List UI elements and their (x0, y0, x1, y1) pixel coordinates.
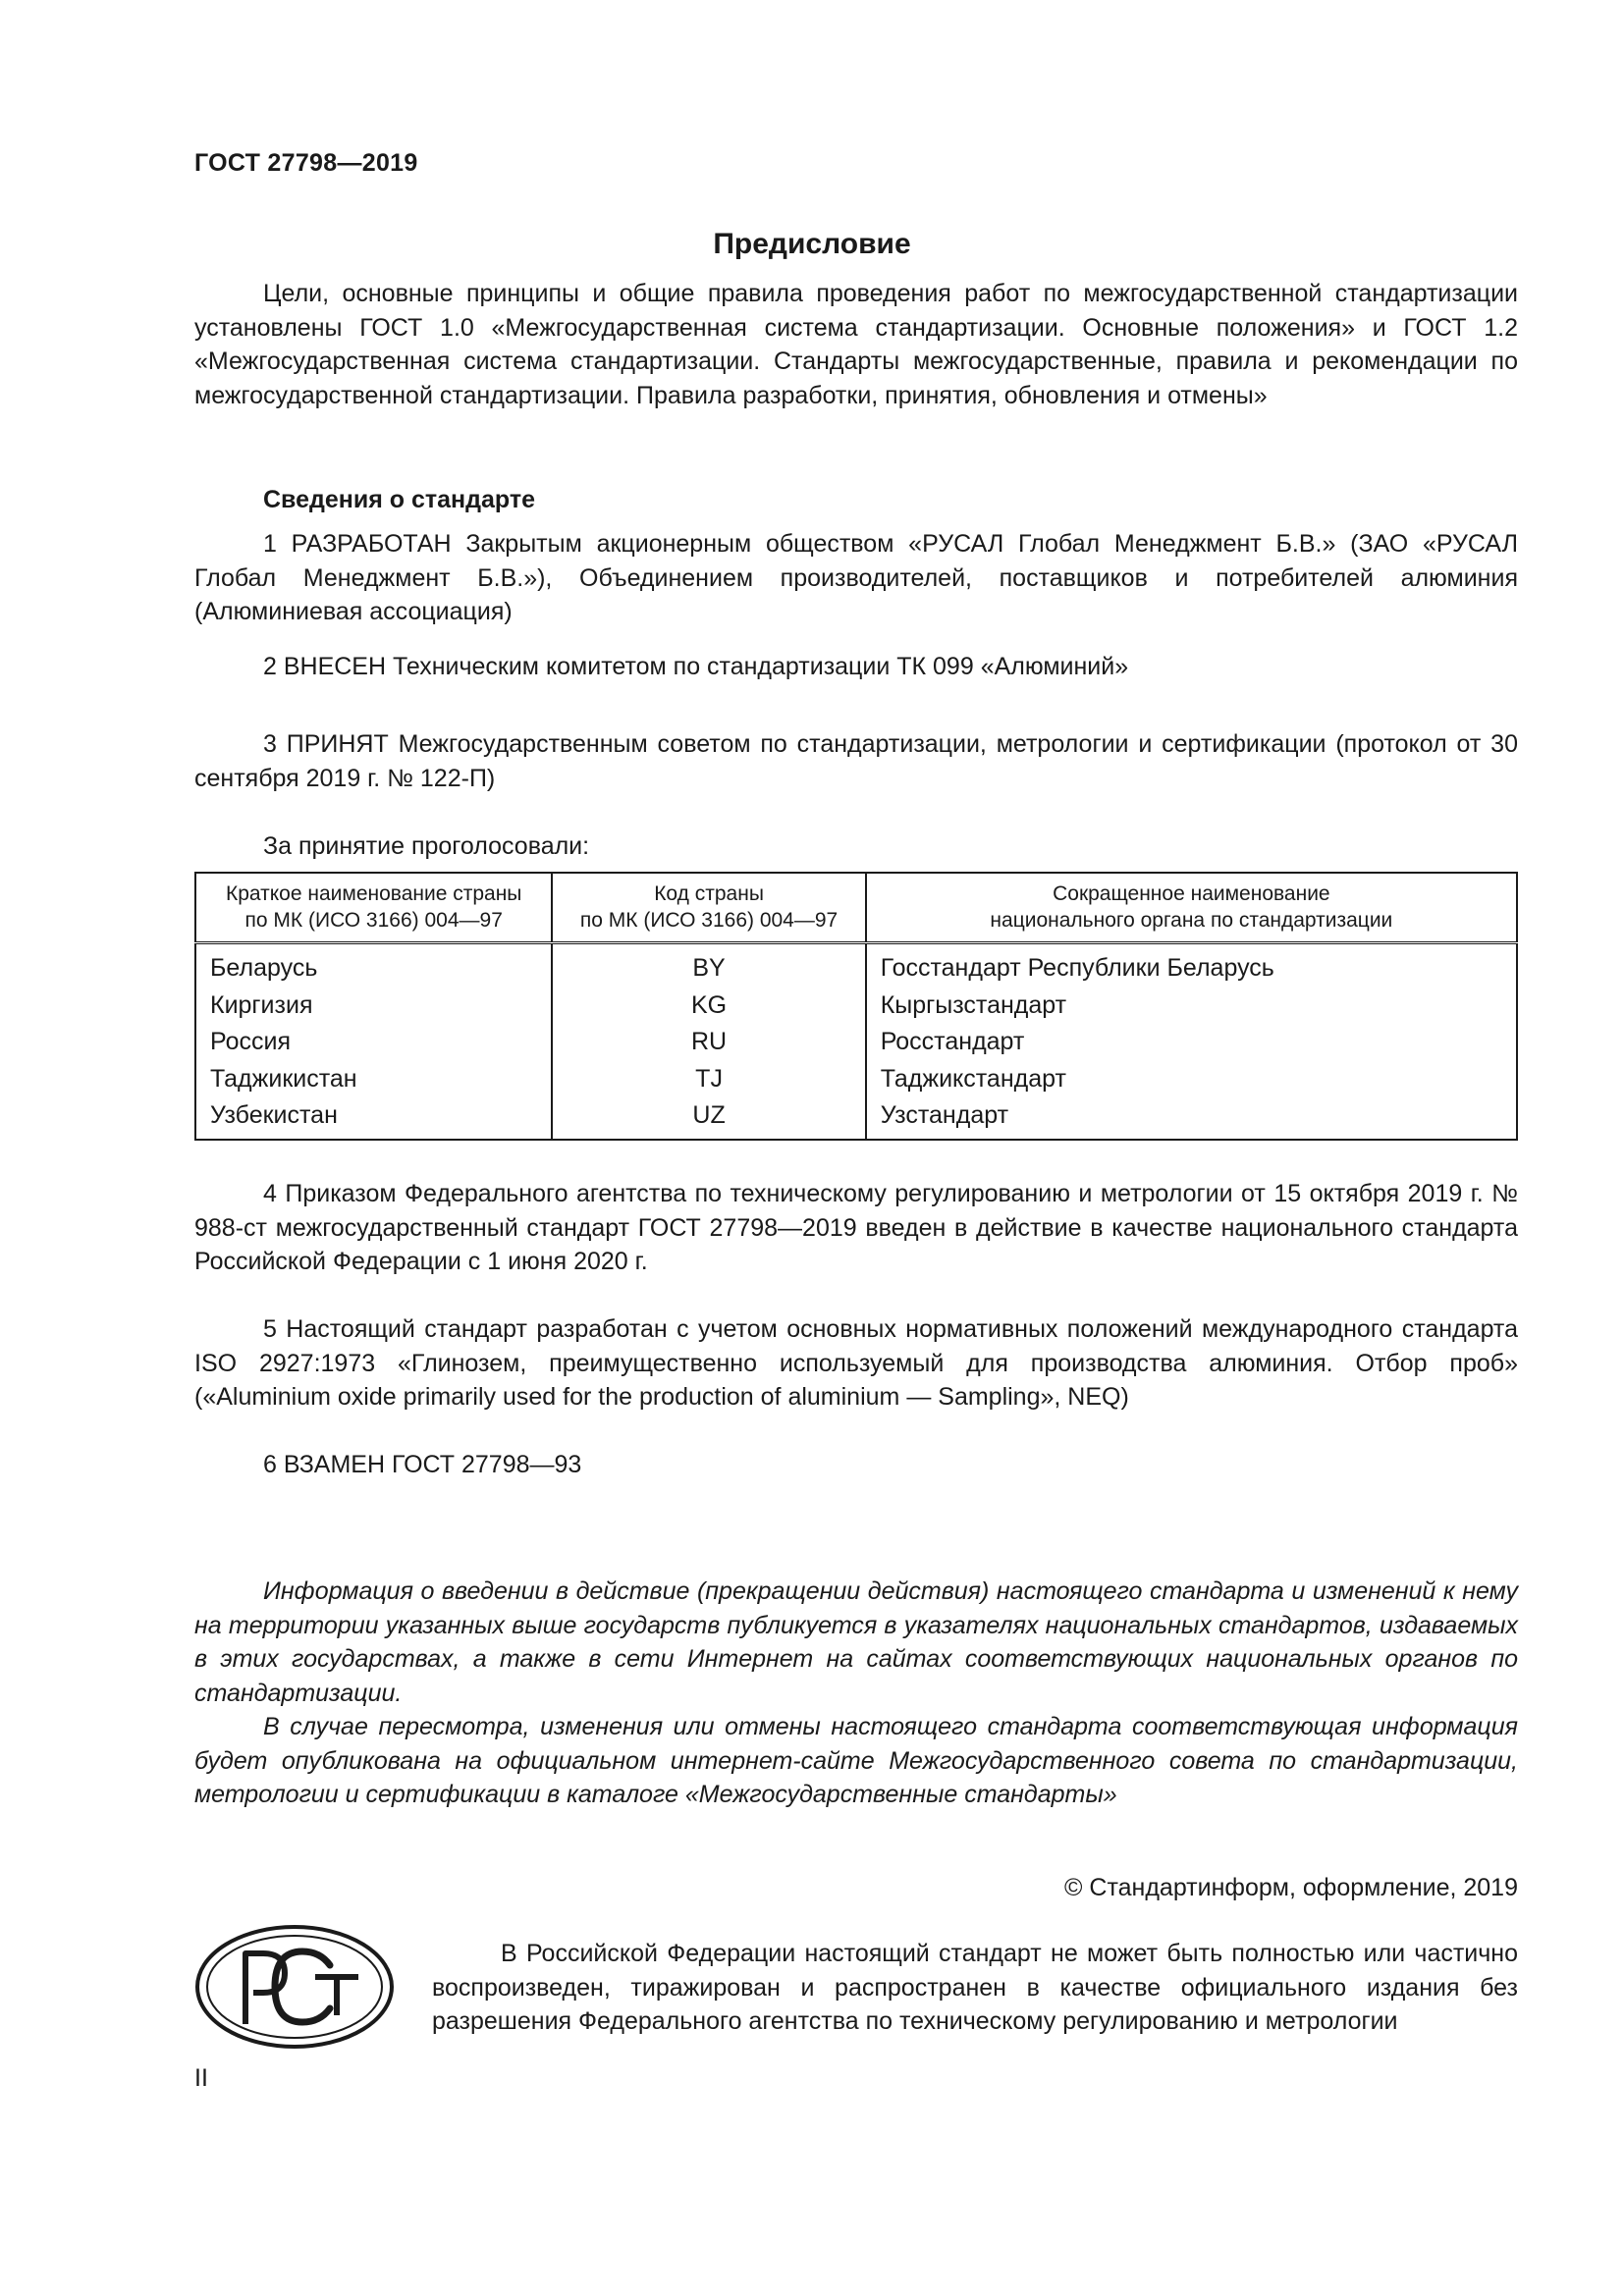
revision-info-note: В случае пересмотра, изменения или отмены настоящего стандарта соответствующая информация будет опубликована на официальном интернет-сайте Межгосударственного совета по стандартизации, метрологии и сертификации в каталоге «Межгосударственные стандарты» (194, 1713, 1518, 1808)
country-name: Таджикистан (210, 1064, 357, 1093)
table-row (195, 988, 1517, 1025)
voting-countries-table (194, 872, 1518, 1141)
column-header-line: Краткое наименование страны (226, 882, 522, 905)
page-title: Предисловие (713, 228, 911, 260)
column-header-line: национального органа по стандартизации (990, 909, 1393, 932)
national-body: Росстандарт (866, 1024, 1517, 1061)
item-adopted: 3 ПРИНЯТ Межгосударственным советом по стандартизации, метрологии и сертификации (протокол от 30 сентября 2019 г. № 122-П) (194, 730, 1518, 792)
intro-paragraph: Цели, основные принципы и общие правила проведения работ по межгосударственной стандартизации установлены ГОСТ 1.0 «Межгосударственная система стандартизации. Основные положения» и ГОСТ 1.2 «Межгосударственная система стандартизации. Стандарты межгосударственные, правила и рекомендации по межгосударственной стандартизации. Правила разработки, принятия, обновления и отмены» (194, 280, 1518, 409)
column-header-line: Код страны (654, 882, 764, 905)
item-enacted: 4 Приказом Федерального агентства по техническому регулированию и метрологии от 15 октября 2019 г. № 988-ст межгосударственный стандарт ГОСТ 27798—2019 введен в действие в качестве национального стандарта Российской Федерации с 1 июня 2020 г. (194, 1180, 1518, 1275)
reproduction-notice: В Российской Федерации настоящий стандарт не может быть полностью или частично воспроизведен, тиражирован и распространен в качестве официального издания без разрешения Федерального агентства по техническому регулированию и метрологии (432, 1940, 1518, 2035)
national-body: Госстандарт Республики Беларусь (866, 943, 1517, 988)
country-name: Киргизия (210, 990, 313, 1019)
country-name: Россия (210, 1028, 291, 1055)
column-header-line: по МК (ИСО 3166) 004—97 (579, 909, 839, 932)
country-name: Узбекистан (210, 1101, 338, 1129)
national-body: Кыргызстандарт (866, 988, 1517, 1025)
table-row (195, 1061, 1517, 1098)
country-code: TJ (552, 1061, 865, 1098)
national-body: Узстандарт (866, 1097, 1517, 1140)
country-code: UZ (552, 1097, 865, 1140)
national-body: Таджикстандарт (866, 1061, 1517, 1098)
copyright-line: © Стандартинформ, оформление, 2019 (1064, 1874, 1518, 1901)
item-basis: 5 Настоящий стандарт разработан с учетом основных нормативных положений международного стандарта ISO 2927:1973 «Глинозем, преимущественно используемый для производства алюминия. Отбор проб» («Aluminium oxide primarily used for the production of aluminium — Sampling», NEQ) (194, 1315, 1518, 1411)
country-code: RU (552, 1024, 865, 1061)
document-id-header: ГОСТ 27798—2019 (194, 149, 418, 177)
item-submitted: 2 ВНЕСЕН Техническим комитетом по стандартизации ТК 099 «Алюминий» (263, 653, 1129, 680)
table-row (195, 1097, 1517, 1140)
standard-info-heading: Сведения о стандарте (263, 486, 536, 513)
column-header-national-body (866, 873, 1517, 943)
vote-intro: За принятие проголосовали: (263, 832, 590, 860)
page-number: II (194, 2064, 208, 2092)
column-header-code (552, 873, 865, 943)
table-header-row (195, 873, 1517, 943)
country-code: KG (552, 988, 865, 1025)
table-row (195, 943, 1517, 988)
country-name: Беларусь (210, 954, 318, 982)
column-header-line: по МК (ИСО 3166) 004—97 (244, 909, 503, 932)
gost-rst-logo-icon (194, 1924, 395, 2050)
column-header-country (195, 873, 552, 943)
table-row (195, 1024, 1517, 1061)
country-code: BY (552, 943, 865, 988)
publication-info-note: Информация о введении в действие (прекращении действия) настоящего стандарта и изменений к нему на территории указанных выше государств публикуется в указателях национальных стандартов, издаваемых в этих государствах, а также в сети Интернет на сайтах соответствующих национальных органов по стандартизации. (194, 1577, 1518, 1707)
item-developed: 1 РАЗРАБОТАН Закрытым акционерным обществом «РУСАЛ Глобал Менеджмент Б.В.» (ЗАО «РУСАЛ Глобал Менеджмент Б.В.»), Объединением производителей, поставщиков и потребителей алюминия (Алюминиевая ассоциация) (194, 530, 1518, 625)
item-replaces: 6 ВЗАМЕН ГОСТ 27798—93 (263, 1451, 582, 1478)
column-header-line: Сокращенное наименование (1053, 882, 1330, 905)
